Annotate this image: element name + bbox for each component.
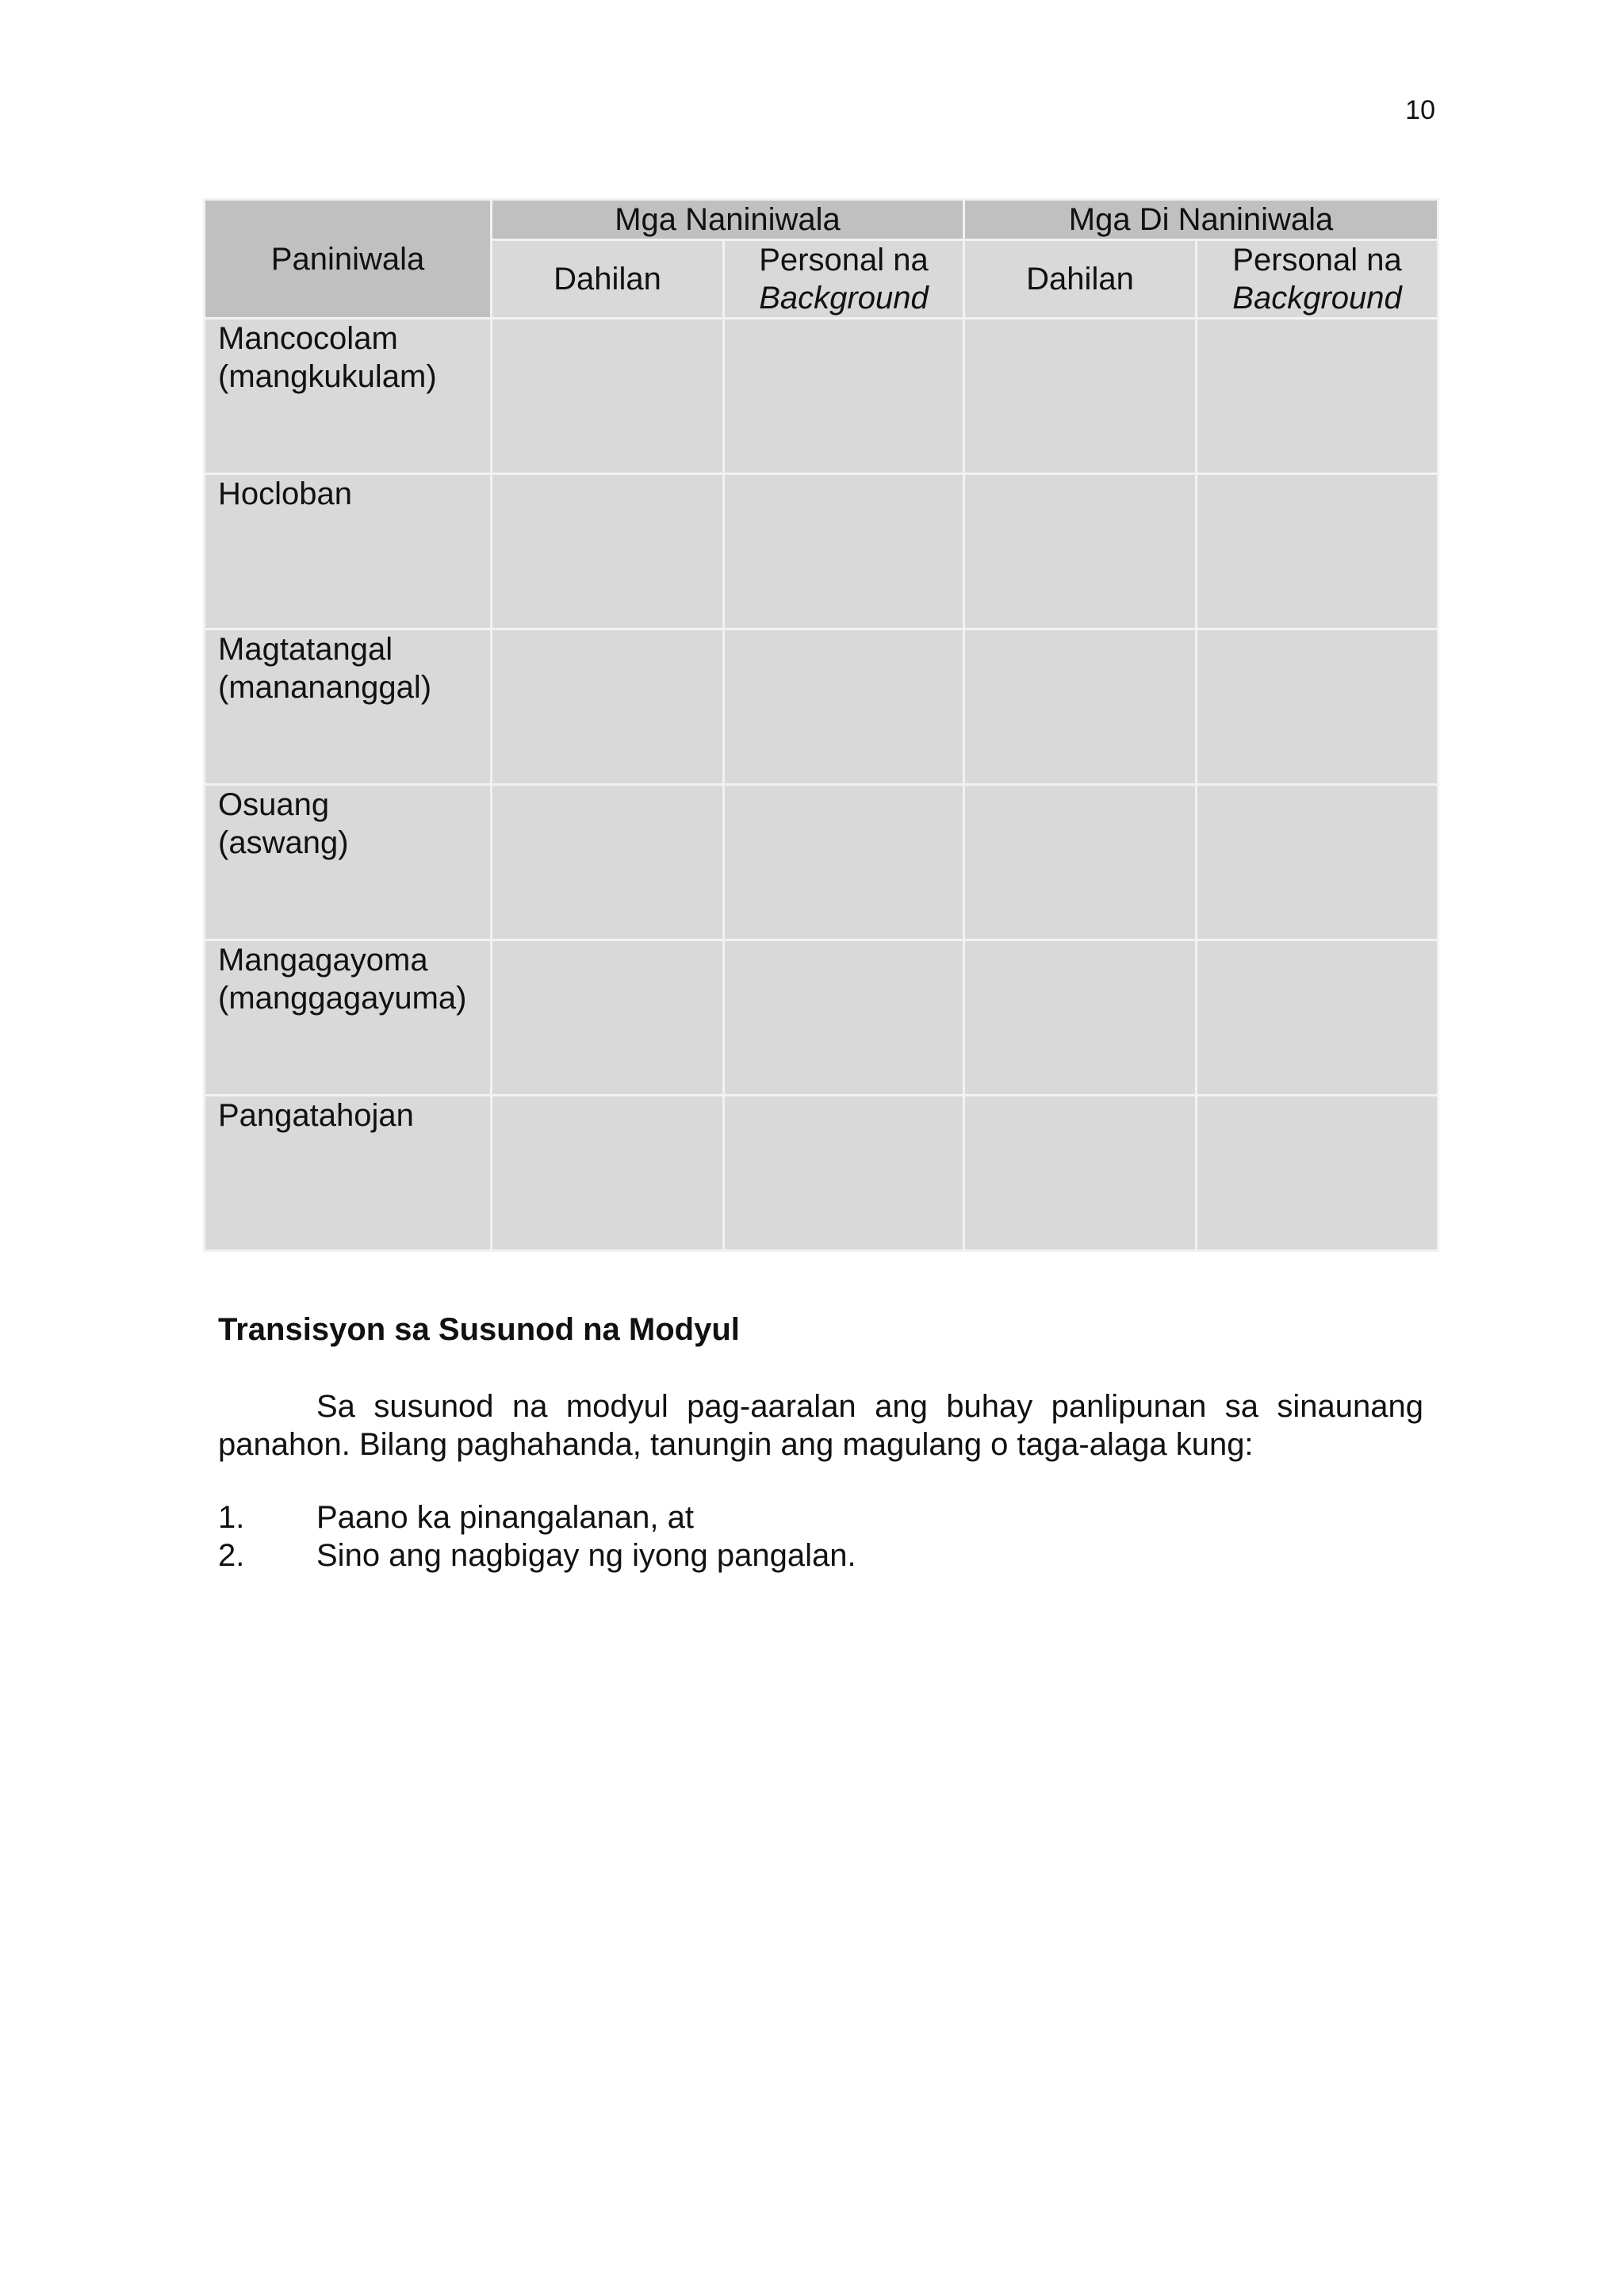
header-background-line1: Personal na xyxy=(1232,243,1402,277)
empty-cell xyxy=(724,319,964,474)
empty-cell xyxy=(724,629,964,785)
empty-cell xyxy=(724,940,964,1096)
empty-cell xyxy=(492,1096,724,1251)
row-label xyxy=(205,940,492,1096)
header-believers-reason: Dahilan xyxy=(492,240,724,319)
empty-cell xyxy=(1197,1096,1438,1251)
empty-cell xyxy=(964,1096,1197,1251)
empty-cell xyxy=(492,629,724,785)
list-item-number: 1. xyxy=(218,1500,245,1535)
beliefs-table xyxy=(203,198,1439,1252)
empty-cell xyxy=(1197,319,1438,474)
empty-cell xyxy=(492,940,724,1096)
question-list xyxy=(218,1498,1423,1575)
row-label-line1: Pangatahojan xyxy=(218,1098,414,1133)
table-row xyxy=(205,474,1438,629)
row-label-line2: (manananggal) xyxy=(218,670,432,705)
empty-cell xyxy=(724,785,964,940)
row-label-line2: (mangkukulam) xyxy=(218,359,437,394)
header-background-line1: Personal na xyxy=(759,243,929,277)
row-label-line2: (aswang) xyxy=(218,825,349,860)
empty-cell xyxy=(492,319,724,474)
header-believers-background xyxy=(724,240,964,319)
table-row xyxy=(205,319,1438,474)
header-non-believers: Mga Di Naniniwala xyxy=(964,200,1438,240)
list-item xyxy=(218,1498,1423,1536)
row-label-line1: Mancocolam xyxy=(218,321,398,356)
header-background-line2: Background xyxy=(1232,281,1402,316)
section-heading: Transisyon sa Susunod na Modyul xyxy=(218,1312,740,1347)
row-label xyxy=(205,474,492,629)
list-item-number: 2. xyxy=(218,1538,245,1573)
empty-cell xyxy=(724,474,964,629)
table-row xyxy=(205,785,1438,940)
transition-paragraph: Sa susunod na modyul pag-aaralan ang buhay panlipunan sa sinaunang panahon. Bilang paghahanda, tanungin ang magulang o taga-alaga kung: xyxy=(218,1389,1423,1462)
empty-cell xyxy=(1197,629,1438,785)
list-item-text: Paano ka pinangalanan, at xyxy=(316,1500,694,1535)
page-number: 10 xyxy=(1405,95,1435,125)
empty-cell xyxy=(964,940,1197,1096)
empty-cell xyxy=(1197,940,1438,1096)
header-believers: Mga Naniniwala xyxy=(492,200,964,240)
row-label xyxy=(205,319,492,474)
list-item-text: Sino ang nagbigay ng iyong pangalan. xyxy=(316,1538,856,1573)
empty-cell xyxy=(724,1096,964,1251)
empty-cell xyxy=(964,629,1197,785)
empty-cell xyxy=(1197,474,1438,629)
header-non-believers-reason: Dahilan xyxy=(964,240,1197,319)
header-non-believers-background xyxy=(1197,240,1438,319)
empty-cell xyxy=(492,785,724,940)
header-paniniwala: Paniniwala xyxy=(205,200,492,319)
row-label xyxy=(205,785,492,940)
row-label-line1: Hocloban xyxy=(218,476,353,511)
empty-cell xyxy=(964,785,1197,940)
list-item xyxy=(218,1536,1423,1575)
empty-cell xyxy=(492,474,724,629)
table-row xyxy=(205,1096,1438,1251)
table-row xyxy=(205,940,1438,1096)
row-label-line2: (manggagayuma) xyxy=(218,981,467,1016)
row-label-line1: Osuang xyxy=(218,787,330,822)
header-background-line2: Background xyxy=(759,281,929,316)
empty-cell xyxy=(964,319,1197,474)
empty-cell xyxy=(1197,785,1438,940)
row-label-line1: Mangagayoma xyxy=(218,943,428,978)
row-label xyxy=(205,629,492,785)
row-label xyxy=(205,1096,492,1251)
empty-cell xyxy=(964,474,1197,629)
table-row xyxy=(205,629,1438,785)
row-label-line1: Magtatangal xyxy=(218,632,393,667)
